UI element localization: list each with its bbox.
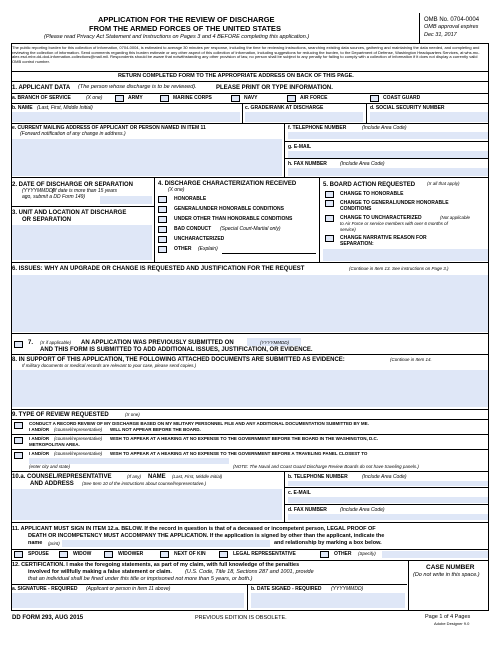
form-title-line1: APPLICATION FOR THE REVIEW OF DISCHARGE bbox=[98, 15, 275, 24]
email-label: g. E-MAIL bbox=[288, 144, 312, 150]
previous-application-checkbox[interactable] bbox=[14, 341, 23, 348]
action-uncharacterized-note1: (Not applicable bbox=[440, 215, 471, 220]
signature-note: (Applicant or person in Item 11 above) bbox=[86, 586, 171, 592]
issues-input[interactable] bbox=[12, 275, 488, 332]
form-subtitle: (Please read Privacy Act Statement and Instructions on Pages 3 and 4 BEFORE completing this application.) bbox=[44, 34, 310, 40]
char-oth-label: UNDER OTHER THAN HONORABLE CONDITIONS bbox=[174, 216, 293, 222]
char-other-label: OTHER bbox=[174, 246, 192, 252]
item11-line3: name bbox=[28, 540, 43, 546]
branch-air-force-label: AIR FORCE bbox=[300, 95, 328, 101]
relation-spouse-label: SPOUSE bbox=[28, 551, 49, 557]
date-signed-input[interactable] bbox=[251, 593, 405, 608]
char-honorable-label: HONORABLE bbox=[174, 196, 207, 202]
counsel-email-label: c. E-MAIL bbox=[288, 490, 311, 496]
branch-air-force-checkbox[interactable] bbox=[287, 95, 296, 102]
relation-next-of-kin-checkbox[interactable] bbox=[160, 551, 169, 558]
fax-note: (Include Area Code) bbox=[340, 161, 385, 167]
branch-coast-guard-checkbox[interactable] bbox=[370, 95, 379, 102]
relation-next-of-kin-label: NEXT OF KIN bbox=[174, 551, 206, 557]
action-honorable-checkbox[interactable] bbox=[325, 191, 334, 198]
review-panel-city-note: (enter city and state) bbox=[29, 464, 71, 469]
evidence-input[interactable] bbox=[12, 370, 488, 407]
char-bad-conduct-label: BAD CONDUCT bbox=[174, 226, 212, 232]
review-record-checkbox[interactable] bbox=[14, 422, 23, 429]
counsel-fax-label: d. FAX NUMBER bbox=[288, 507, 327, 513]
phone-note: (Include Area Code) bbox=[362, 125, 407, 131]
branch-marine-corps-checkbox[interactable] bbox=[160, 95, 169, 102]
form-title-line2: FROM THE ARMED FORCES OF THE UNITED STATES bbox=[89, 24, 281, 33]
return-instructions: RETURN COMPLETED FORM TO THE APPROPRIATE ADDRESS ON BACK OF THIS PAGE. bbox=[118, 73, 354, 79]
char-oth-checkbox[interactable] bbox=[158, 216, 167, 223]
item10-address: AND ADDRESS bbox=[30, 481, 74, 487]
item12-line3: that an individual shall be fined under this title or imprisoned not more than 5 years, or both.) bbox=[28, 576, 253, 582]
review-panel-checkbox[interactable] bbox=[14, 452, 23, 459]
omb-expiration-date: Dec 31, 2017 bbox=[424, 32, 457, 38]
ssn-input[interactable] bbox=[370, 112, 488, 122]
item7-date-note: (YYYYMMDD) bbox=[260, 340, 289, 345]
narrative-reason-input[interactable] bbox=[323, 249, 488, 261]
item2-note: (If date is more than 15 years bbox=[52, 188, 118, 194]
action-honorable-label: CHANGE TO HONORABLE bbox=[340, 191, 404, 197]
review-panel-label-b: WISH TO APPEAR AT A HEARING AT NO EXPENSE TO THE GOVERNMENT BEFORE A TRAVELING PANEL CLOSEST TO bbox=[110, 451, 368, 456]
review-record-note: (counsel/representative) bbox=[54, 427, 103, 432]
char-other-note: (Explain) bbox=[198, 246, 218, 252]
item9-note: (X one) bbox=[125, 412, 140, 417]
item3-label2: OR SEPARATION bbox=[22, 217, 72, 223]
item10-name: NAME bbox=[148, 474, 166, 480]
ssn-label: d. SOCIAL SECURITY NUMBER bbox=[370, 105, 445, 111]
date-signed-note: (YYYYMMDD) bbox=[331, 586, 364, 592]
signature-label: a. SIGNATURE - REQUIRED bbox=[12, 586, 78, 592]
email-input[interactable] bbox=[288, 151, 488, 158]
relation-widow-label: WIDOW bbox=[73, 551, 92, 557]
branch-coast-guard-label: COAST GUARD bbox=[383, 95, 421, 101]
item7-line2: AND THIS FORM IS SUBMITTED TO ADD ADDITIONAL ISSUES, JUSTIFICATION, OR EVIDENCE. bbox=[40, 347, 313, 353]
char-bad-conduct-note: (Special Court-Martial only) bbox=[220, 226, 281, 232]
item1-note: (The person whose discharge is to be reviewed). bbox=[78, 84, 197, 90]
item12-line1: 12. CERTIFICATION. I make the foregoing statements, as part of my claim, with full knowledge of the penalties bbox=[12, 562, 300, 568]
name-note: (Last, First, Middle Initial) bbox=[37, 105, 93, 111]
item11-line2: DEATH OR INCOMPETENCY MUST ACCOMPANY THE APPLICATION. If the application is signed by other than the applicant, indicate the bbox=[28, 533, 385, 539]
action-general-label2: CONDITIONS bbox=[340, 206, 372, 212]
relation-widower-checkbox[interactable] bbox=[104, 551, 113, 558]
branch-navy-checkbox[interactable] bbox=[231, 95, 240, 102]
relation-other-checkbox[interactable] bbox=[320, 551, 329, 558]
omb-approval: OMB approval expires bbox=[424, 24, 479, 30]
char-uncharacterized-checkbox[interactable] bbox=[158, 236, 167, 243]
action-uncharacterized-label: CHANGE TO UNCHARACTERIZED bbox=[340, 215, 422, 221]
char-bad-conduct-checkbox[interactable] bbox=[158, 226, 167, 233]
item6-note: (Continue in Item 13. See instructions on Page 3.) bbox=[349, 266, 449, 271]
counsel-fax-input[interactable] bbox=[288, 514, 488, 520]
action-general-label: CHANGE TO GENERAL/UNDER HONORABLE bbox=[340, 200, 449, 206]
item3-label: 3. UNIT AND LOCATION AT DISCHARGE bbox=[12, 210, 127, 216]
branch-army-checkbox[interactable] bbox=[115, 95, 124, 102]
phone-label: f. TELEPHONE NUMBER bbox=[288, 125, 347, 131]
item7-number: 7. bbox=[28, 340, 34, 346]
item11-line3-rest: and relationship by marking a box below. bbox=[274, 540, 382, 546]
item2-note2: ago, submit a DD Form 149) bbox=[22, 194, 86, 200]
review-dc-label-b: WISH TO APPEAR AT A HEARING AT NO EXPENSE TO THE GOVERNMENT BEFORE THE BOARD IN THE WASHINGTON, D.C. bbox=[110, 436, 379, 441]
action-general-checkbox[interactable] bbox=[325, 200, 334, 207]
review-dc-label-a: I AND/OR bbox=[29, 436, 50, 441]
review-dc-note: (counsel/representative) bbox=[54, 436, 103, 441]
form-number: DD FORM 293, AUG 2015 bbox=[12, 615, 84, 621]
item4-label: 4. DISCHARGE CHARACTERIZATION RECEIVED bbox=[158, 181, 297, 187]
char-uncharacterized-label: UNCHARACTERIZED bbox=[174, 236, 225, 242]
signer-name-input[interactable] bbox=[62, 540, 270, 547]
branch-army-label: ARMY bbox=[128, 95, 143, 101]
review-panel-label-a: I AND/OR bbox=[29, 451, 50, 456]
obsolete-note: PREVIOUS EDITION IS OBSOLETE. bbox=[195, 615, 287, 621]
fax-input[interactable] bbox=[288, 168, 488, 176]
action-uncharacterized-note3: service) bbox=[340, 227, 356, 232]
address-label: e. CURRENT MAILING ADDRESS OF APPLICANT OR PERSON NAMED IN ITEM 11 bbox=[12, 125, 206, 131]
name-input[interactable] bbox=[12, 112, 240, 122]
relation-other-label: OTHER bbox=[334, 551, 352, 557]
counsel-fax-note: (Include Area Code) bbox=[340, 507, 385, 513]
review-panel-note: (counsel/representative) bbox=[54, 451, 103, 456]
review-record-label: CONDUCT A RECORD REVIEW OF MY DISCHARGE BASED ON MY MILITARY PERSONNEL FILE AND ANY ADDITIONAL DOCUMENTATION SUBMITTED BY ME. bbox=[29, 421, 369, 426]
signature-input[interactable] bbox=[12, 593, 244, 608]
item12-line2: involved for willfully making a false statement or claim. bbox=[28, 569, 172, 575]
action-narrative-label: CHANGE NARRATIVE REASON FOR bbox=[340, 235, 427, 241]
item1-print-note: PLEASE PRINT OR TYPE INFORMATION. bbox=[216, 85, 333, 91]
grade-input[interactable] bbox=[245, 112, 363, 122]
item11-line3-note: (print) bbox=[48, 541, 60, 546]
date-signed-label: b. DATE SIGNED - REQUIRED bbox=[251, 586, 322, 592]
item6-label: 6. ISSUES: WHY AN UPGRADE OR CHANGE IS REQUESTED AND JUSTIFICATION FOR THE REQUEST bbox=[12, 266, 305, 272]
item7-note: (X if applicable) bbox=[40, 340, 72, 345]
item2-date-format: (YYYYMMDD) bbox=[22, 188, 55, 194]
item10-address-note: (See Item 10 of the instructions about counsel/representative.) bbox=[82, 481, 207, 486]
counsel-email-input[interactable] bbox=[288, 497, 488, 503]
action-narrative-checkbox[interactable] bbox=[325, 235, 334, 242]
counsel-address-input[interactable] bbox=[12, 489, 282, 520]
item9-label: 9. TYPE OF REVIEW REQUESTED bbox=[12, 412, 109, 418]
unit-location-input[interactable] bbox=[12, 225, 152, 260]
char-general-checkbox[interactable] bbox=[158, 206, 167, 213]
case-number-label: CASE NUMBER bbox=[426, 564, 475, 571]
item10-name-note: (Last, First, Middle Initial) bbox=[172, 474, 223, 479]
relation-widow-checkbox[interactable] bbox=[59, 551, 68, 558]
item2-label: 2. DATE OF DISCHARGE OR SEPARATION bbox=[12, 182, 134, 188]
relation-widower-label: WIDOWER bbox=[118, 551, 144, 557]
page-number: Page 1 of 4 Pages bbox=[425, 614, 471, 620]
item10-note: (If any) bbox=[127, 474, 142, 479]
counsel-phone-note: (Include Area Code) bbox=[362, 474, 407, 480]
item5-label: 5. BOARD ACTION REQUESTED bbox=[323, 182, 416, 188]
char-general-label: GENERAL/UNDER HONORABLE CONDITIONS bbox=[174, 206, 285, 212]
review-record-label2a: I AND/OR bbox=[29, 427, 50, 432]
relation-other-note: (Specify) bbox=[358, 551, 376, 556]
item8-label: 8. IN SUPPORT OF THIS APPLICATION, THE FOLLOWING ATTACHED DOCUMENTS ARE SUBMITTED AS EVIDENCE: bbox=[12, 357, 345, 363]
relation-legal-rep-label: LEGAL REPRESENTATIVE bbox=[233, 551, 296, 557]
designer-note: Adobe Designer 9.0 bbox=[434, 621, 470, 626]
action-uncharacterized-note2: to Air Force or service members with over 6 months of bbox=[340, 221, 448, 226]
name-label: b. NAME bbox=[12, 105, 33, 111]
item11-line1: 11. APPLICANT MUST SIGN IN ITEM 12.a. BELOW. If the record in question is that of a deceased or incompetent person, LEGAL PROOF OF bbox=[12, 526, 376, 532]
char-other-checkbox[interactable] bbox=[158, 246, 167, 253]
branch-marine-corps-label: MARINE CORPS bbox=[173, 95, 212, 101]
discharge-date-input[interactable] bbox=[100, 196, 152, 204]
action-uncharacterized-checkbox[interactable] bbox=[325, 215, 334, 222]
item8-note: (Continue in Item 14. bbox=[390, 357, 432, 362]
item1-label: 1. APPLICANT DATA bbox=[12, 85, 71, 91]
grade-label: c. GRADE/RANK AT DISCHARGE bbox=[245, 105, 324, 111]
address-note: (Forward notification of any change in address.) bbox=[20, 131, 126, 137]
review-dc-label-c: METROPOLITAN AREA. bbox=[29, 442, 80, 447]
address-input[interactable] bbox=[12, 139, 282, 176]
phone-input[interactable] bbox=[288, 132, 488, 139]
omb-number: OMB No. 0704-0004 bbox=[424, 17, 480, 23]
counsel-phone-label: b. TELEPHONE NUMBER bbox=[288, 474, 348, 480]
item12-line2-note: (U.S. Code, Title 18, Sections 287 and 1001, provide bbox=[185, 569, 314, 575]
relation-legal-rep-checkbox[interactable] bbox=[219, 551, 228, 558]
item7-line1: AN APPLICATION WAS PREVIOUSLY SUBMITTED ON bbox=[81, 340, 234, 346]
review-record-label2b: WILL NOT APPEAR BEFORE THE BOARD. bbox=[110, 427, 201, 432]
review-panel-note2: (NOTE: The Naval and Coast Guard Discharge Review Boards do not have traveling panels.) bbox=[233, 464, 419, 469]
fax-label: h. FAX NUMBER bbox=[288, 161, 327, 167]
branch-label: a. BRANCH OF SERVICE bbox=[12, 95, 71, 101]
item8-note2: If military documents or medical records are relevant to your case, please send copies.) bbox=[22, 363, 197, 368]
char-honorable-checkbox[interactable] bbox=[158, 196, 167, 203]
burden-statement: The public reporting burden for this collection of information, 0704-0004, is estimated to average 30 minutes per response, including the time for reviewing instructions, searching existing data sources, gathering and maintaining the data needed, and completing and reviewing the collection of information. Send comments regarding this burden estimate or any other aspect of this collection of information, including suggestions for reducing the burden, to the Department of Defense, Washington Headquarters Services, at whs.mc-alex.esd.mbx.dd-dod-information-collections@mail.mil. Respondents should be aware that notwithstanding any other provision of law, no person shall be subject to any penalty for failing to comply with a collection of information if it does not display a currently valid OMB control number. bbox=[12, 45, 480, 64]
item10-label: 10.a. COUNSEL/REPRESENTATIVE bbox=[12, 474, 112, 480]
item4-note: (X one) bbox=[168, 187, 185, 193]
case-number-note: (Do not write in this space.) bbox=[413, 572, 480, 578]
counsel-phone-input[interactable] bbox=[288, 481, 488, 486]
relation-other-input[interactable] bbox=[382, 551, 488, 558]
relation-spouse-checkbox[interactable] bbox=[14, 551, 23, 558]
action-narrative-label2: SEPARATION: bbox=[340, 241, 374, 247]
branch-navy-label: NAVY bbox=[244, 95, 258, 101]
review-dc-hearing-checkbox[interactable] bbox=[14, 437, 23, 444]
branch-note: (X one) bbox=[86, 95, 103, 101]
item5-note: (X all that apply) bbox=[427, 181, 460, 186]
